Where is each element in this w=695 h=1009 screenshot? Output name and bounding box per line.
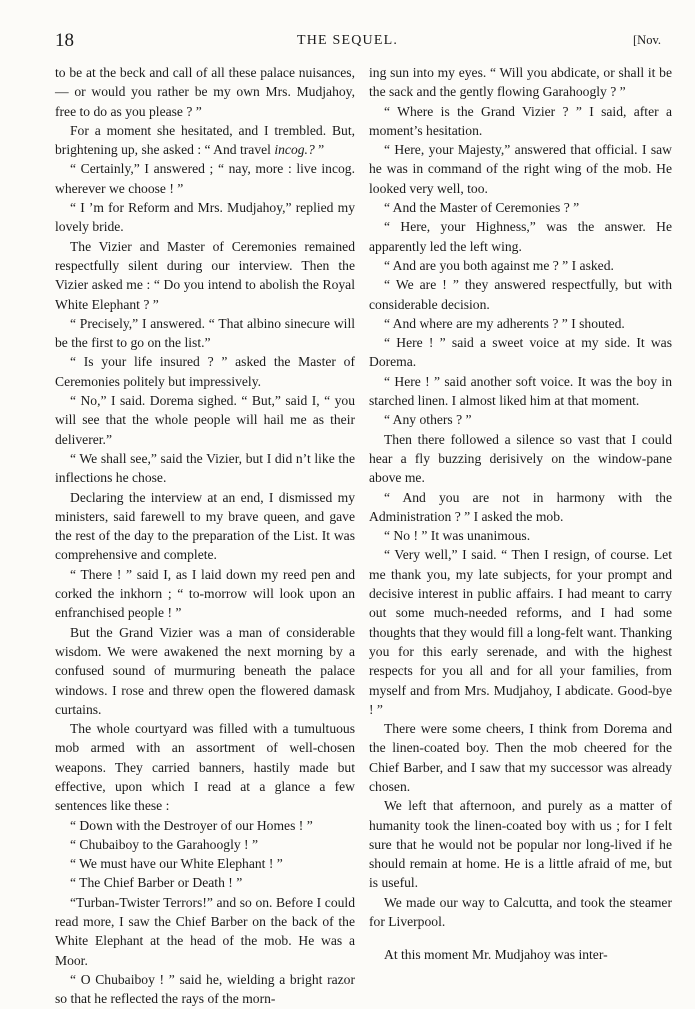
page-number: 18 [55,30,74,51]
paragraph: We made our way to Calcutta, and took the steamer for Liverpool. [369,894,672,930]
paragraph: “ Here, your Highness,” was the answer. He apparently led the left wing. [369,219,672,254]
paragraph: “ And where are my adherents ? ” I shouted. [384,315,625,331]
paragraph: But the Grand Vizier was a man of considerable wisdom. We were awakened the next morning by a confused sound of murmuring beneath the palace windows. I rose and threw open the flowered damask curtains. [55,624,355,717]
paragraph: “ And are you both against me ? ” I asked. [384,257,614,273]
right-column [369,63,672,965]
banner-slogan: “ Chubaiboy to the Garahoogly ! ” [70,836,258,852]
paragraph: “ We are ! ” they answered respectfully, but with considerable decision. [369,277,672,312]
paragraph: Then there followed a silence so vast that I could hear a fly buzzing derisively on the window-pane above me. [369,431,672,486]
banner-slogan: “ We must have our White Elephant ! ” [70,856,283,872]
paragraph: to be at the beck and call of all these palace nuisances,— or would you rather be my own Mrs. Mudjahoy, free to do as you please ? ” [55,65,355,119]
running-head: THE SEQUEL. [296,33,399,48]
paragraph: For a moment she hesitated, and I trembled. But, brightening up, she asked : “ And travel incog.? ” [55,122,355,158]
paragraph: “ Here ! ” said a sweet voice at my side. It was Dorema. [369,335,672,370]
paragraph: “ We shall see,” said the Vizier, but I did n’t like the inflections he chose. [55,450,355,486]
paragraph: Declaring the interview at an end, I dismissed my ministers, said farewell to my brave queen, and gave the rest of the day to the preparation of the List. It was comprehensive and complete. [55,489,355,563]
paragraph: There were some cheers, I think from Dorema and the linen-coated boy. Then the mob cheered for the Chief Barber, and I saw that my successor was already chosen. [369,721,672,794]
paragraph: “ And you are not in harmony with the Administration ? ” I asked the mob. [369,489,672,524]
paragraph: We left that afternoon, and purely as a matter of humanity took the linen-coated boy with us ; for I felt sure that he would not be popular nor long-lived if he should remain at home. He is a little afraid of me, but is useful. [369,798,672,891]
paragraph: The Vizier and Master of Ceremonies remained respectfully silent during our interview. Then the Vizier asked me : “ Do you intend to abolish the Royal White Elephant ? ” [55,238,355,312]
paragraph: “ Precisely,” I answered. “ That albino sinecure will be the first to go on the list.” [55,315,355,351]
paragraph: “ Certainly,” I answered ; “ nay, more : live incog. wherever we choose ! ” [55,161,355,196]
paragraph: “ And the Master of Ceremonies ? ” [384,200,580,216]
issue-month: [Nov. [633,33,662,47]
paragraph: “ Where is the Grand Vizier ? ” I said, after a moment’s hesitation. [369,103,672,138]
paragraph: “ Is your life insured ? ” asked the Master of Ceremonies politely but impressively. [55,354,355,389]
paragraph: At this moment Mr. Mudjahoy was inter- [384,947,608,963]
italic-word: incog.? [274,142,315,158]
paragraph: “ No ! ” It was unanimous. [384,528,531,544]
paragraph: The whole courtyard was filled with a tumultuous mob armed with an assortment of well-chosen weapons. They carried banners, hastily made but effective, upon which I read at a glance a few sentences like these : [55,721,355,814]
paragraph: “ There ! ” said I, as I laid down my reed pen and corked the inkhorn ; “ to-morrow will look upon an enfranchised people ! ” [55,566,355,621]
paragraph: “ Very well,” I said. “ Then I resign, of course. Let me thank you, my late subjects, for your prompt and decisive interest in public affairs. I had meant to carry out some much-needed reforms, and I had some thoughts that they would fill a long-felt want. Thanking you for this early serenade, and with the highest respects for you all and for all your families, from myself and from Mrs. Mudjahoy, I abdicate. Good-bye ! ” [369,547,672,717]
paragraph: “Turban-Twister Terrors!” and so on. Before I could read more, I saw the Chief Barber on the back of the White Elephant at the head of the mob. He was a Moor. [55,894,355,968]
paragraph: ing sun into my eyes. “ Will you abdicate, or shall it be the sack and the gently flowing Garahoogly ? ” [369,65,672,100]
banner-slogan: “ Down with the Destroyer of our Homes ! ” [70,817,313,833]
left-column [55,63,355,1009]
paragraph: “ Here ! ” said another soft voice. It was the boy in starched linen. I almost liked him at that moment. [369,373,672,409]
banner-slogan: “ The Chief Barber or Death ! ” [70,875,243,891]
paragraph: “ Here, your Majesty,” answered that official. I saw he was in command of the right wing of the mob. He looked very well, too. [369,142,672,196]
paragraph: “ No,” I said. Dorema sighed. “ But,” said I, “ you will see that the whole people will hail me as their deliverer.” [55,393,355,447]
page-header [0,30,695,54]
paragraph: “ O Chubaiboy ! ” said he, wielding a bright razor so that he reflected the rays of the morn- [55,971,355,1007]
paragraph: “ Any others ? ” [384,412,472,428]
paragraph: “ I ’m for Reform and Mrs. Mudjahoy,” replied my lovely bride. [55,200,355,235]
